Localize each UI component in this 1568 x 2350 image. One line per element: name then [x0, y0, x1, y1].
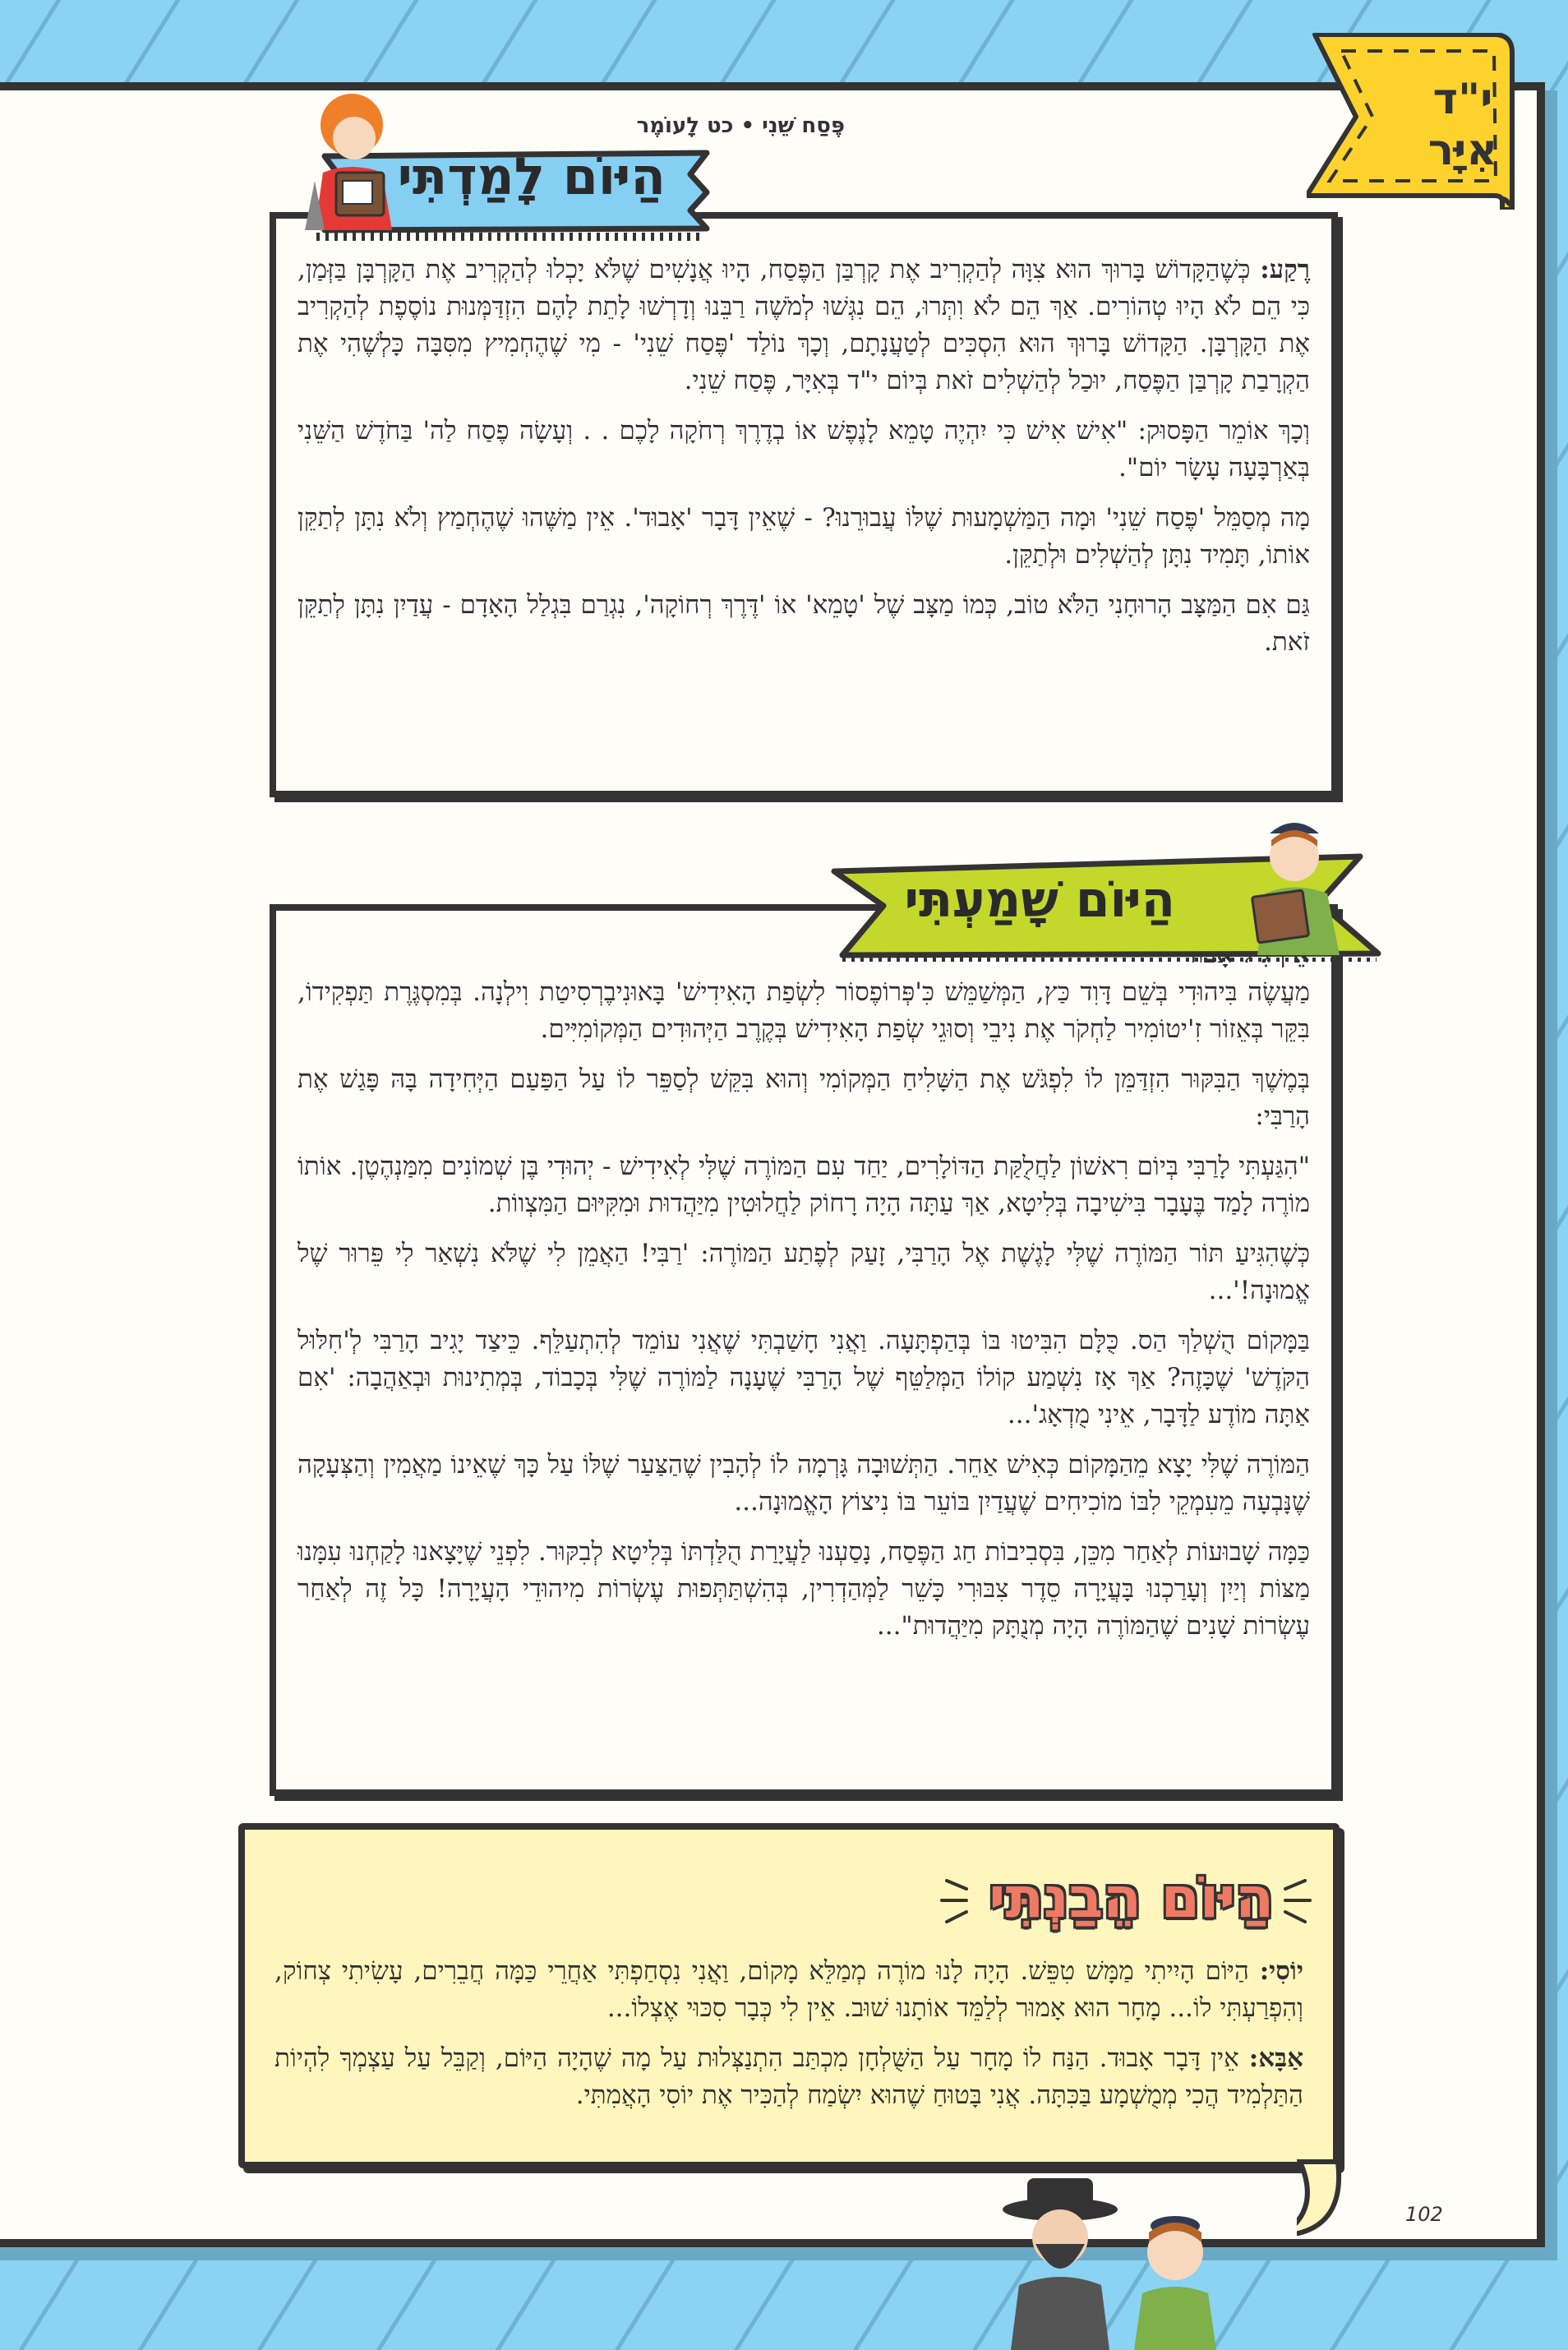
- understood-title: הַיּוֹם הֵבַנְתִּי: [989, 1866, 1274, 1931]
- heard-body: [297, 935, 1310, 1658]
- dialogue-line: יוֹסִי: הַיּוֹם הָיִיתִי מַמָּשׁ טִפֵּשׁ. הָיָה לָנוּ מוֹרֶה מְמַלֵּא מָקוֹם, וַאֲנִי נִסְחַפְתִּי אַחֲרֵי כַּמָּה חֲבֵרִים, עָשִׂיתִי צְחוֹק, וְהִפְרַעְתִּי לוֹ... מָחָר הוּא אָמוּר לְלַמֵּד אוֹתָנוּ שׁוּב. אֵין לִי כְּבָר סִכּוּי אֶצְלוֹ...: [274, 1956, 1303, 2023]
- banner-title-heard: הַיּוֹם שָׁמַעְתִּי: [904, 871, 1175, 929]
- date-day: י"ד: [1432, 75, 1493, 124]
- speech-bubble-tail-icon: [1297, 2154, 1379, 2236]
- page-number: 102: [1405, 2203, 1443, 2226]
- story-paragraph: בְּמֶשֶׁךְ הַבִּקּוּר הִזְדַּמֵּן לוֹ לִפְגֹּשׁ אֶת הַשָּׁלִיחַ הַמְּקוֹמִי וְהוּא בִּקֵּשׁ לְסַפֵּר לוֹ עַל הַפַּעַם הַיְּחִידָה בָּהּ פָּגַשׁ אֶת הָרַבִּי:: [297, 1064, 1310, 1131]
- boy-reading-illustration: [1237, 815, 1352, 955]
- paragraph-lead: רֶקַע:: [1260, 255, 1310, 284]
- story-paragraph: מַעֲשֶׂה בִּיהוּדִי בְּשֵׁם דָּוִד כַּץ, הַמְּשַׁמֵּשׁ כִּ'פְּרוֹפֶסוֹר לִשְׂפַת הָאִידִישׁ' בָּאוּנִיבֶרְסִיטַת וִילְנָה. בְּמִסְגֶּרֶת תַּפְקִידוֹ, בִּקֵּר בְּאֵזוֹר זִ'יטוֹמִיר לַחְקֹר אֶת נִיבֵי וְסוּגֵי שְׂפַת הָאִידִישׁ בְּקֶרֶב הַיְּהוּדִים הַמְּקוֹמִיִּים.: [297, 977, 1310, 1044]
- banner-title-learned: הַיּוֹם לָמַדְתִּי: [397, 146, 666, 206]
- burst-rays-icon: [938, 1876, 971, 1933]
- speaker-yossi: יוֹסִי:: [1259, 1956, 1303, 1986]
- banner-learned: [292, 123, 719, 247]
- learned-paragraph: רֶקַע: כְּשֶׁהַקָּדוֹשׁ בָּרוּךְ הוּא צִוָּה לְהַקְרִיב אֶת קָרְבַּן הַפֶּסַח, הָיוּ אֲנָשִׁים שֶׁלֹּא יָכְלוּ לְהַקְרִיב אֶת הַקָּרְבָּן בַּזְּמַן, כִּי הֵם לֹא הָיוּ טְהוֹרִים. אַךְ הֵם לֹא וִתְּרוּ, הֵם נִגְּשׁוּ לְמֹשֶׁה רַבֵּנוּ וְדָרְשׁוּ לָתֵת לָהֶם הִזְדַּמְּנוּת נוֹסֶפֶת לְהַקְרִיב אֶת הַקָּרְבָּן. הַקָּדוֹשׁ בָּרוּךְ הוּא הִסְכִּים לְטַעֲנָתָם, וְכָךְ נוֹלַד 'פֶּסַח שֵׁנִי' - מִי שֶׁהֶחְמִיץ מִסִּבָּה כָּלְשֶׁהִי אֶת הַקְרָבַת קָרְבַּן הַפֶּסַח, יוּכַל לְהַשְׁלִים זֹאת בְּיוֹם י"ד בְּאִיָּר, פֶּסַח שֵׁנִי.: [297, 255, 1310, 395]
- hebrew-date: [1422, 74, 1504, 176]
- learned-paragraph: גַּם אִם הַמַּצָּב הָרוּחָנִי הַלֹּא טוֹב, כְּמוֹ מַצָּב שֶׁל 'טָמֵא' אוֹ 'דֶּרֶךְ רְחוֹקָה', נִגְרַם בִּגְלַל הָאָדָם - עֲדַיִן נִתָּן לְתַקֵּן זֹאת.: [297, 590, 1310, 657]
- learned-body: [297, 252, 1310, 674]
- section-heard: [270, 904, 1338, 1796]
- learned-paragraph: מָה מְסַמֵּל 'פֶּסַח שֵׁנִי' וּמָה הַמַּשְׁמָעוּת שֶׁלּוֹ עֲבוּרֵנוּ? - שֶׁאֵין דָּבָר 'אָבוּד'. אֵין מַשֶּׁהוּ שֶׁהֶחְמַץ וְלֹא נִתָּן לְתַקֵּן אוֹתוֹ, תָּמִיד נִתָּן לְהַשְׁלִים וּלְתַקֵּן.: [297, 503, 1310, 570]
- story-paragraph: הַמּוֹרֶה שֶׁלִּי יָצָא מֵהַמָּקוֹם כְּאִישׁ אַחֵר. הַתְּשׁוּבָה גָּרְמָה לוֹ לְהָבִין שֶׁהַצַּעַר שֶׁלּוֹ עַל כָּךְ שֶׁאֵינוֹ מַאֲמִין וְהַצְּעָקָה שֶׁנָּבְעָה מֵעִמְקֵי לִבּוֹ מוֹכִיחִים שֶׁעֲדַיִן בּוֹעֵר בּוֹ נִיצוֹץ הָאֱמוּנָה...: [297, 1450, 1310, 1517]
- story-paragraph: בַּמָּקוֹם הֻשְׁלַךְ הַס. כֻּלָּם הִבִּיטוּ בּוֹ בְּהַפְתָּעָה. וַאֲנִי חָשַׁבְתִּי שֶׁאֲנִי עוֹמֵד לְהִתְעַלֵּף. כֵּיצַד יָגִיב הָרַבִּי לְ'חִלּוּל הַקֹּדֶשׁ' שֶׁכָּזֶה? אַךְ אָז נִשְׁמַע קוֹלוֹ הַמְּלַטֵּף שֶׁל הָרַבִּי שֶׁעָנָה לַמּוֹרֶה שֶׁלִּי בְּכָבוֹד, בְּמְתִינוּת וּבְאַהֲבָה: 'אִם אַתָּה מוֹדֶע לַדָּבָר, אֵינִי מֻדְאָג'...: [297, 1326, 1310, 1429]
- page-subtitle: פֶּסַח שֵׁנִי • כט לָעוֹמֶר: [636, 113, 845, 138]
- speaker-father: אַבָּא:: [1248, 2043, 1303, 2073]
- understood-title-block: [953, 1859, 1298, 1950]
- learned-paragraph: וְכָךְ אוֹמֵר הַפָּסוּק: "אִישׁ אִישׁ כִּי יִהְיֶה טָמֵא לָנֶפֶשׁ אוֹ בְדֶרֶךְ רְחֹקָה לָכֶם . . וְעָשָׂה פֶסַח לַה' בַּחֹדֶשׁ הַשֵּׁנִי בְּאַרְבָּעָה עָשָׂר יוֹם".: [297, 416, 1310, 482]
- story-paragraph: כַּמָּה שָׁבוּעוֹת לְאַחַר מִכֵּן, בִּסְבִיבוֹת חַג הַפֶּסַח, נָסַעְנוּ לַעֲיָרַת הֻלַּדְתּוֹ בְּלִיטָא לְבִקּוּר. לִפְנֵי שֶׁיָּצָאנוּ לָקַחְנוּ עִמָּנוּ מַצּוֹת וְיַיִן וְעָרַכְנוּ בָּעֲיָרָה סֵדֶר צִבּוּרִי כָּשֵׁר לַמְּהַדְרִין, בְּהִשְׁתַּתְּפוּת עֶשְׂרוֹת מִיהוּדֵי הָעֲיָרָה! כָּל זֶה לְאַחַר עֶשְׂרוֹת שָׁנִים שֶׁהַמּוֹרֶה הָיָה מְנֻתָּק מִיַּהֲדוּת"...: [297, 1537, 1310, 1641]
- burst-rays-icon: [1280, 1876, 1313, 1933]
- story-paragraph: "הִגַּעְתִּי לָרַבִּי בְּיוֹם רִאשׁוֹן לַחֲלֻקַּת הַדּוֹלָרִים, יַחַד עִם הַמּוֹרֶה שֶׁלִּי לְאִידִישׁ - יְהוּדִי בֶּן שְׁמוֹנִים מִמַּנְהֶטֶן. אוֹתוֹ מוֹרֶה לָמַד בֶּעָבָר בִּישִׁיבָה בְּלִיטָא, אַךְ עַתָּה הָיָה רָחוֹק לַחֲלוּטִין מִיַּהֲדוּת וּמִקִּיּוּם הַמִּצְווֹת.: [297, 1152, 1310, 1218]
- banner-heard: [826, 838, 1385, 962]
- understood-body: [274, 1953, 1303, 2127]
- dialogue-line: אַבָּא: אֵין דָּבָר אָבוּד. הַנַּח לוֹ מָחָר עַל הַשֻּׁלְחָן מִכְתַּב הִתְנַצְּלוּת עַל מָה שֶׁהָיָה הַיּוֹם, וְקַבֵּל עַל עַצְמְךָ לִהְיוֹת הַתַּלְמִיד הֲכִי מְמֻשְׁמָע בַּכִּתָּה. אֲנִי בָּטוּחַ שֶׁהוּא יִשְׂמַח לְהַכִּיר אֶת יוֹסִי הָאֲמִתִּי.: [274, 2043, 1303, 2110]
- date-month: אִיָּר: [1427, 126, 1498, 175]
- story-paragraph: כְּשֶׁהִגִּיעַ תּוֹר הַמּוֹרֶה שֶׁלִּי לָגֶשֶׁת אֶל הָרַבִּי, זָעַק לְפֶתַע הַמּוֹרֶה: 'רַבִּי! הַאֲמֵן לִי שֶׁלֹּא נִשְׁאַר לִי פֵּרוּר שֶׁל אֱמוּנָה!'...: [297, 1239, 1310, 1305]
- father-son-illustration: [970, 2170, 1266, 2350]
- section-learned: [270, 212, 1338, 797]
- girl-reading-illustration: [290, 90, 413, 238]
